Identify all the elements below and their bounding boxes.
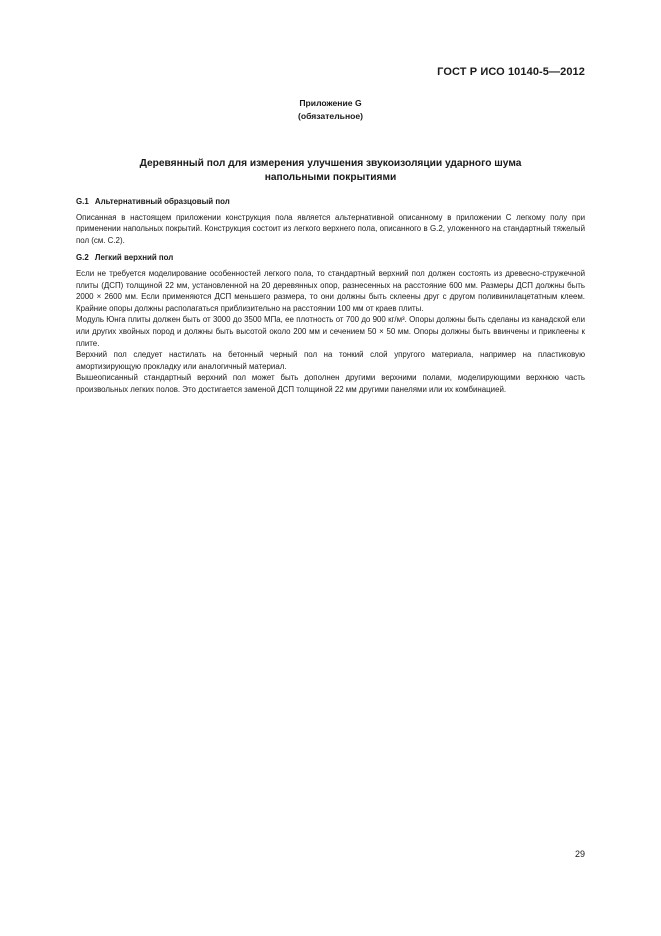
annex-title-line-1: Деревянный пол для измерения улучшения звукоизоляции ударного шума bbox=[139, 158, 522, 169]
annex-title bbox=[76, 157, 585, 185]
section-number: G.1 bbox=[76, 197, 89, 206]
annex-heading bbox=[0, 97, 661, 123]
paragraph: Верхний пол следует настилать на бетонный черный пол на тонкий слой упругого материала, например на пластиковую амортизирующую прокладку или аналогичный материал. bbox=[76, 350, 585, 371]
section-number: G.2 bbox=[76, 253, 89, 263]
section-heading-g1 bbox=[76, 196, 585, 208]
paragraph: Вышеописанный стандартный верхний пол может быть дополнен другими верхними полами, моделирующими верхнюю часть произвольных легких полов. Это достигается заменой ДСП толщиной 22 мм другими панелями или их комбинацией. bbox=[76, 373, 585, 394]
paragraph: Описанная в настоящем приложении конструкция пола является альтернативной описанному в приложении C легкому полу при применении напольных покрытий. Конструкция состоит из легкого верхнего пола, описанного в G.2, уложенного на стандартный тяжелый пол (см. C.2). bbox=[76, 212, 585, 245]
page-number: 29 bbox=[574, 849, 585, 859]
section-title: Легкий верхний пол bbox=[94, 253, 174, 263]
paragraph: Если не требуется моделирование особенностей легкого пола, то стандартный верхний пол должен состоять из древесно-стружечной плиты (ДСП) толщиной 22 мм, установленной на 20 деревянных опор, разнесенных на расстояние 600 мм. Размеры ДСП должны быть 2000 × 2600 мм. Если применяются ДСП меньшего размера, то они должны быть склеены друг с другом поливинилацетатным клеем. Крайние опоры должны располагаться приблизительно на расстоянии 100 мм от краев плиты. bbox=[76, 268, 585, 313]
paragraph: Модуль Юнга плиты должен быть от 3000 до 3500 МПа, ее плотность от 700 до 900 кг/м³. Опоры должны быть сделаны из канадской ели или других хвойных пород и должны быть высотой около 200 мм и сечением 50 × 50 мм. Опоры должны быть ввинчены и приклеены к плите. bbox=[76, 315, 585, 348]
document-id: ГОСТ Р ИСО 10140-5—2012 bbox=[437, 66, 585, 78]
section-heading-g2 bbox=[76, 252, 585, 264]
annex-status: (обязательное) bbox=[297, 111, 364, 121]
annex-title-line-2: напольными покрытиями bbox=[264, 172, 397, 183]
section-title: Альтернативный образцовый пол bbox=[94, 197, 230, 206]
annex-body bbox=[76, 196, 585, 396]
annex-label: Приложение G bbox=[299, 98, 362, 108]
